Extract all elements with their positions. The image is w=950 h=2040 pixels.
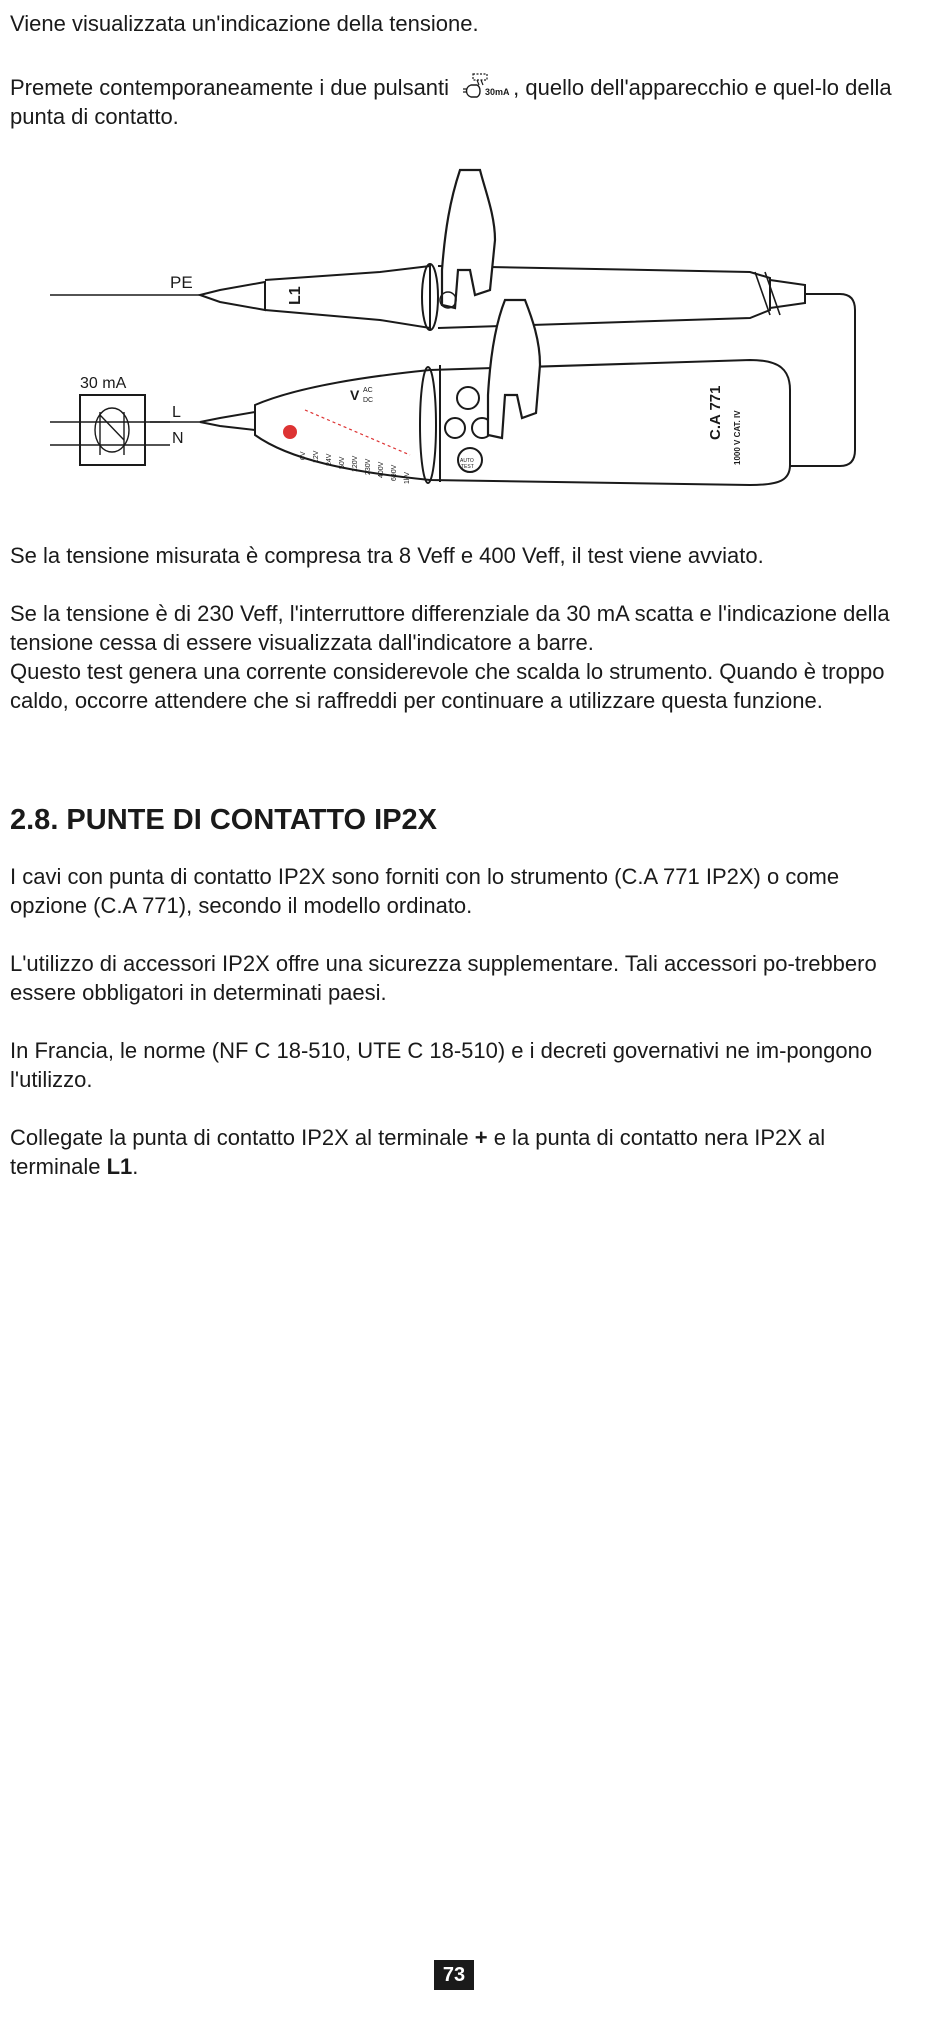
paragraph-text: Collegate la punta di contatto IP2X al terminale [10, 1125, 475, 1150]
scale-label: 50V [339, 456, 346, 469]
paragraph-france-norms: In Francia, le norme (NF C 18-510, UTE C 18-510) e i decreti governativi ne im-pongono l'utilizzo. [10, 1038, 873, 1092]
paragraph-text: . [132, 1154, 139, 1179]
scale-label: 6V [300, 451, 307, 460]
scale-label: 120V [352, 455, 359, 472]
paragraph-heating-warning: Questo test genera una corrente considerevole che scalda lo strumento. Quando è troppo caldo, occorre attendere che si raffreddi per continuare a utilizzare questa funzione. [10, 659, 885, 713]
v-label: V [350, 387, 360, 403]
scale-label: 1kV [404, 471, 411, 484]
scale-label: 690V [391, 464, 398, 481]
l-label: L [172, 404, 181, 421]
paragraph-ip2x-supply: I cavi con punta di contatto IP2X sono forniti con lo strumento (C.A 771 IP2X) o come opzione (C.A 771), secondo il modello ordinato. [10, 864, 840, 918]
scale-label: 230V [365, 458, 372, 475]
paragraph-voltage-indication: Viene visualizzata un'indicazione della tensione. [10, 11, 479, 36]
ac-label: AC [363, 387, 373, 394]
rcd-test-30ma-icon [455, 73, 513, 99]
pe-label: PE [170, 273, 193, 292]
paragraph-text: Premete contemporaneamente i due pulsanti [10, 75, 456, 100]
rating-label: 1000 V CAT. IV [733, 410, 742, 465]
paragraph-press-buttons [10, 73, 900, 131]
page-number: 73 [434, 1960, 474, 1990]
inline-icon-label: 30mA [485, 87, 510, 97]
paragraph-ip2x-safety: L'utilizzo di accessori IP2X offre una sicurezza supplementare. Tali accessori po-trebbero essere obbligatori in determinati paesi. [10, 951, 877, 1005]
test-label: TEST [461, 464, 474, 470]
auto-label: AUTO [460, 458, 474, 464]
terminal-plus: + [474, 1125, 488, 1150]
scale-label: 400V [378, 461, 385, 478]
paragraph-rcd-trip: Se la tensione è di 230 Veff, l'interruttore differenziale da 30 mA scatta e l'indicazione della tensione cessa di essere visualizzata dall'indicatore a barre. [10, 601, 890, 655]
probe-l1-label: L1 [287, 286, 304, 305]
paragraph-connect-tips [10, 1123, 900, 1181]
model-label: C.A 771 [707, 385, 724, 440]
tester-diagram [50, 160, 880, 515]
section-heading: 2.8. PUNTE DI CONTATTO IP2X [10, 804, 438, 836]
tester-diagram-svg [50, 160, 880, 515]
paragraph-text: , quello dell'apparecchio e quel-lo della punta di contatto. [10, 75, 892, 129]
n-label: N [172, 430, 184, 447]
dc-label: DC [363, 397, 374, 404]
paragraph-test-start: Se la tensione misurata è compresa tra 8 Veff e 400 Veff, il test viene avviato. [10, 543, 764, 568]
scale-label: 24V [326, 453, 333, 466]
terminal-l1: L1 [106, 1154, 133, 1179]
paragraph-text: e la punta di contatto nera IP2X al terminale [10, 1125, 826, 1179]
scale-label: 12V [313, 450, 320, 463]
rcd-30ma-label: 30 mA [80, 375, 127, 392]
